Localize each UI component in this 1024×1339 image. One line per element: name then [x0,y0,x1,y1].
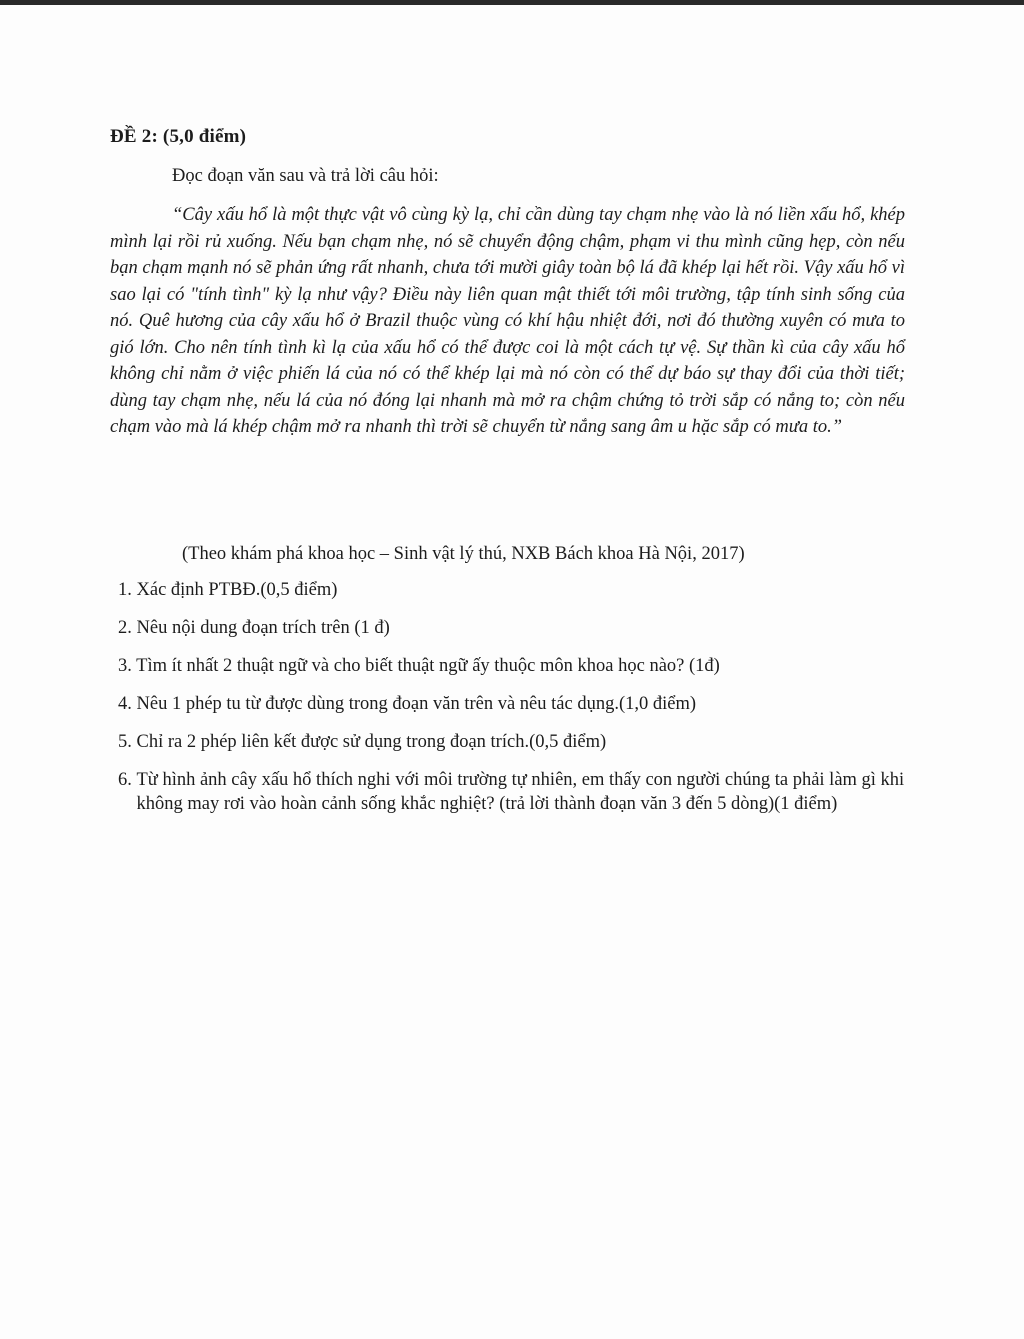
reading-passage: “Cây xấu hổ là một thực vật vô cùng kỳ lạ, chỉ cần dùng tay chạm nhẹ vào là nó liền xấu hổ, khép mình lại rồi rủ xuống. Nếu bạn chạm nhẹ, nó sẽ chuyển động chậm, phạm vi thu mình cũng hẹp, còn nếu bạn chạm mạnh nó sẽ phản ứng rất nhanh, chưa tới mười giây toàn bộ lá đã khép lại hết rồi. Vậy xấu hổ vì sao lại có "tính tình" kỳ lạ như vậy? Điều này liên quan mật thiết tới môi trường, tập tính sinh sống của nó. Quê hương của cây xấu hổ ở Brazil thuộc vùng có khí hậu nhiệt đới, nơi đó thường xuyên có mưa to gió lớn. Cho nên tính tình kì lạ của xấu hổ có thể được coi là một cách tự vệ. Sự thần kì của cây xấu hổ không chỉ nằm ở việc phiến lá của nó có thể khép lại mà nó còn có thể dự báo sự thay đổi của thời tiết; dùng tay chạm nhẹ, nếu lá của nó đóng lại nhanh mà mở ra chậm chứng tỏ trời sắp có nắng to; còn nếu chạm vào mà lá khép chậm mở ra nhanh thì trời sẽ chuyển từ nắng sang âm u hặc sắp có mưa to.” [110,205,905,437]
question-number: 4. [118,694,132,714]
question-item [118,730,908,754]
top-edge-bar [0,0,1024,5]
question-number: 5. [118,732,132,752]
exam-heading: ĐỀ 2: (5,0 điểm) [110,126,247,147]
question-item [118,654,908,678]
passage-source: (Theo khám phá khoa học – Sinh vật lý thú, NXB Bách khoa Hà Nội, 2017) [182,544,745,564]
question-item [118,578,908,602]
question-number: 2. [118,618,132,638]
question-item [118,616,908,640]
question-item [118,692,908,716]
question-text: Chỉ ra 2 phép liên kết được sử dụng trong đoạn trích.(0,5 điểm) [136,732,607,752]
question-text: Từ hình ảnh cây xấu hổ thích nghi với môi trường tự nhiên, em thấy con người chúng ta phải làm gì khi không may rơi vào hoàn cảnh sống khắc nghiệt? (trả lời thành đoạn văn 3 đến 5 dòng)(1 điểm) [136,770,905,814]
instruction-text: Đọc đoạn văn sau và trả lời câu hỏi: [172,166,439,186]
question-text: Xác định PTBĐ.(0,5 điểm) [136,580,338,600]
question-number: 1. [118,580,132,600]
question-text: Nêu 1 phép tu từ được dùng trong đoạn văn trên và nêu tác dụng.(1,0 điểm) [136,694,697,714]
question-number: 6. [118,770,132,790]
question-text: Nêu nội dung đoạn trích trên (1 đ) [136,618,390,638]
question-number: 3. [118,656,132,676]
question-text: Tìm ít nhất 2 thuật ngữ và cho biết thuật ngữ ấy thuộc môn khoa học nào? (1đ) [136,656,720,676]
question-item [118,768,908,816]
